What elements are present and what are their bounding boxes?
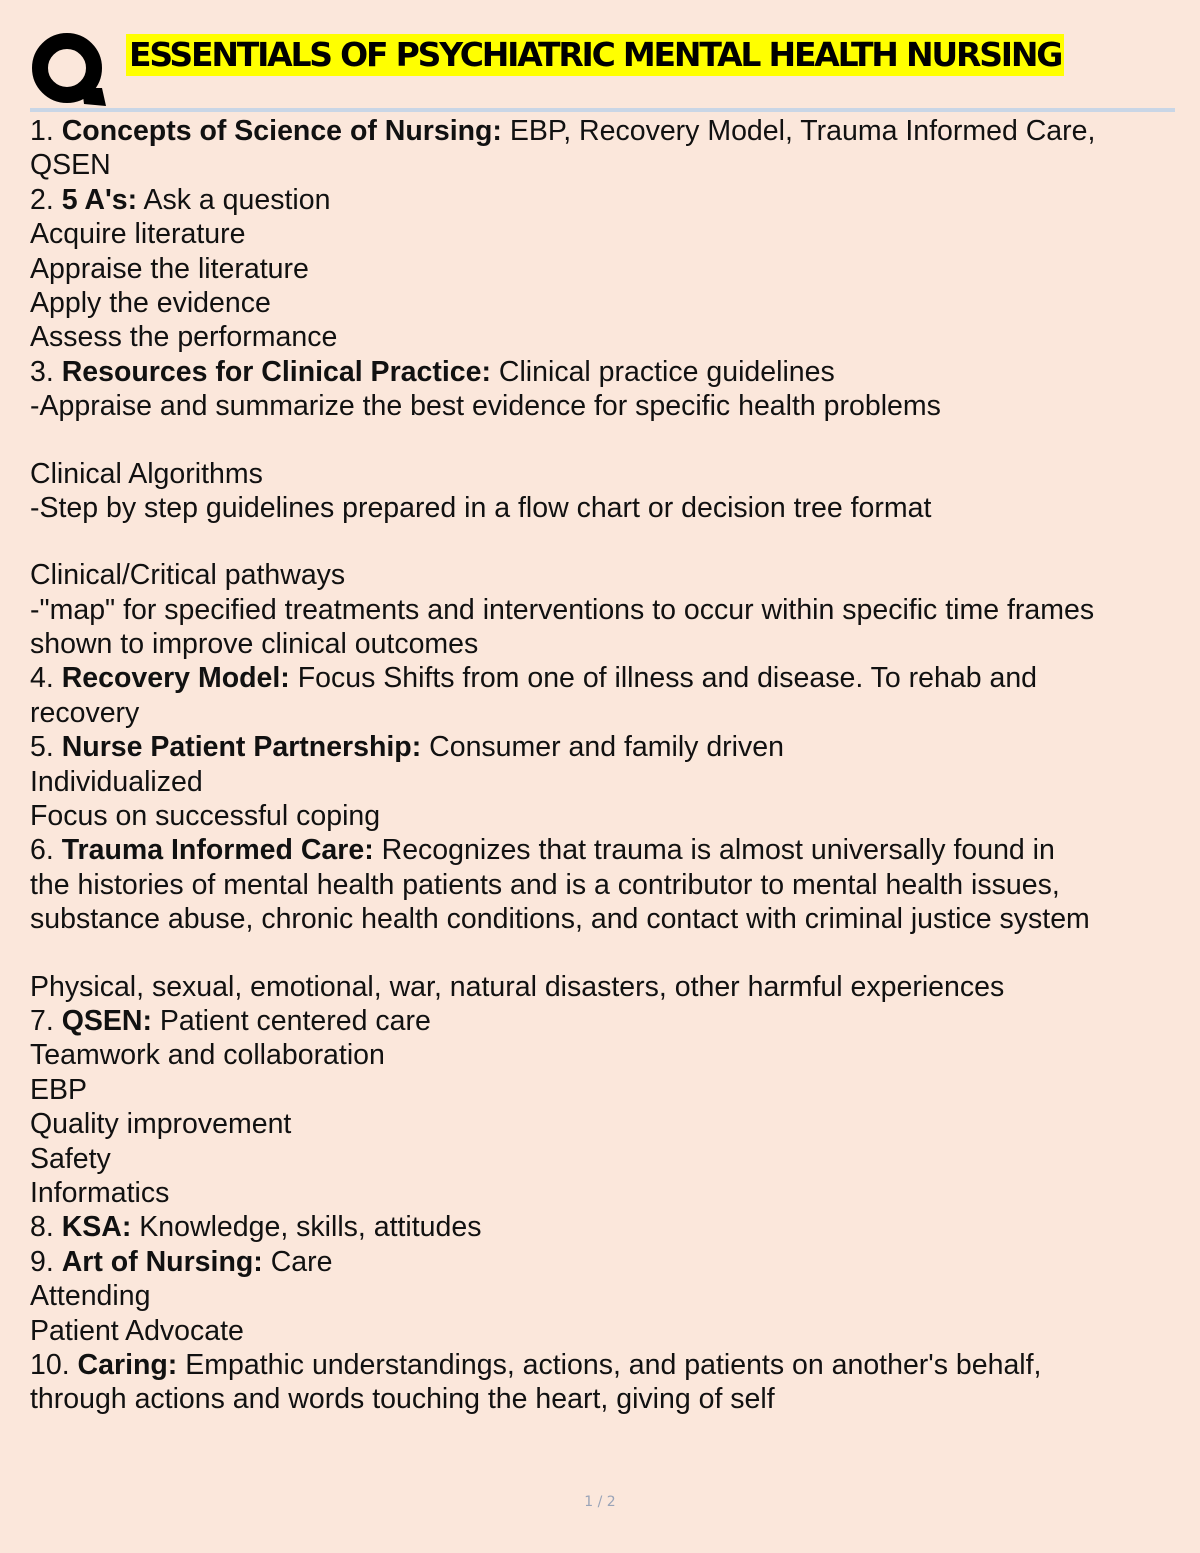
item-continuation: recovery bbox=[30, 696, 140, 729]
page-title: ESSENTIALS OF PSYCHIATRIC MENTAL HEALTH NURSING bbox=[126, 34, 1064, 76]
item-text: Patient centered care bbox=[159, 1004, 431, 1037]
item-continuation: -Step by step guidelines prepared in a flow chart or decision tree format bbox=[30, 491, 932, 524]
item-number: 8. bbox=[30, 1211, 54, 1244]
item-continuation: Assess the performance bbox=[30, 321, 338, 354]
blank-line bbox=[30, 937, 1180, 970]
item-continuation: Physical, sexual, emotional, war, natural disasters, other harmful experiences bbox=[30, 970, 1005, 1003]
list-item bbox=[30, 833, 1180, 867]
blank-line bbox=[30, 424, 1180, 457]
item-term: 5 A's: bbox=[61, 183, 138, 216]
list-item bbox=[30, 355, 1180, 389]
page-header bbox=[30, 28, 1175, 110]
item-continuation: Safety bbox=[30, 1142, 111, 1175]
item-continuation: Appraise the literature bbox=[30, 252, 309, 285]
item-text: Care bbox=[270, 1245, 333, 1278]
item-term: Nurse Patient Partnership: bbox=[61, 731, 422, 764]
item-number: 2. bbox=[30, 183, 54, 216]
list-item bbox=[30, 1348, 1180, 1382]
item-continuation: Attending bbox=[30, 1280, 151, 1313]
item-continuation: -"map" for specified treatments and interventions to occur within specific time frames bbox=[30, 593, 1095, 626]
item-continuation: Informatics bbox=[30, 1176, 170, 1209]
list-item bbox=[30, 730, 1180, 764]
item-text: EBP, Recovery Model, Trauma Informed Care, bbox=[509, 115, 1096, 147]
item-term: Recovery Model: bbox=[61, 662, 290, 695]
item-term: Art of Nursing: bbox=[61, 1245, 263, 1278]
item-continuation: EBP bbox=[30, 1073, 88, 1106]
item-continuation: QSEN bbox=[30, 149, 111, 182]
item-text: Ask a question bbox=[143, 183, 331, 216]
item-continuation: the histories of mental health patients and is a contributor to mental health issues, bbox=[30, 868, 1060, 901]
item-continuation: Clinical Algorithms bbox=[30, 457, 263, 490]
item-continuation: Focus on successful coping bbox=[30, 800, 381, 833]
item-continuation: Apply the evidence bbox=[30, 286, 271, 319]
item-number: 6. bbox=[30, 834, 54, 867]
item-term: Concepts of Science of Nursing: bbox=[61, 115, 502, 147]
item-term: Trauma Informed Care: bbox=[61, 834, 374, 867]
item-text: Recognizes that trauma is almost universally found in bbox=[381, 834, 1055, 867]
item-continuation: through actions and words touching the heart, giving of self bbox=[30, 1383, 775, 1416]
list-item bbox=[30, 183, 1180, 217]
item-number: 4. bbox=[30, 662, 54, 695]
item-number: 3. bbox=[30, 355, 54, 388]
item-text: Consumer and family driven bbox=[429, 731, 784, 764]
item-continuation: Quality improvement bbox=[30, 1108, 292, 1141]
item-continuation: shown to improve clinical outcomes bbox=[30, 628, 479, 661]
item-number: 5. bbox=[30, 731, 54, 764]
item-text: Clinical practice guidelines bbox=[498, 355, 835, 388]
q-logo-icon bbox=[30, 32, 110, 108]
item-term: Resources for Clinical Practice: bbox=[61, 355, 491, 388]
list-item bbox=[30, 1245, 1180, 1279]
list-item bbox=[30, 1004, 1180, 1038]
item-continuation: -Appraise and summarize the best evidence for specific health problems bbox=[30, 390, 941, 423]
item-continuation: substance abuse, chronic health conditions, and contact with criminal justice system bbox=[30, 903, 1090, 936]
header-divider bbox=[30, 108, 1175, 112]
page-number: 1 / 2 bbox=[584, 1494, 616, 1510]
list-item bbox=[30, 661, 1180, 695]
item-continuation: Individualized bbox=[30, 765, 203, 798]
item-number: 7. bbox=[30, 1004, 54, 1037]
item-term: Caring: bbox=[77, 1348, 178, 1381]
blank-line bbox=[30, 525, 1180, 558]
item-continuation: Clinical/Critical pathways bbox=[30, 559, 346, 592]
item-continuation: Teamwork and collaboration bbox=[30, 1039, 385, 1072]
item-continuation: Patient Advocate bbox=[30, 1314, 244, 1347]
notes-content bbox=[30, 114, 1180, 1417]
item-number: 1. bbox=[30, 115, 54, 147]
item-text: Empathic understandings, actions, and patients on another's behalf, bbox=[185, 1348, 1042, 1381]
item-text: Knowledge, skills, attitudes bbox=[139, 1211, 482, 1244]
list-item bbox=[30, 1210, 1180, 1244]
item-continuation: Acquire literature bbox=[30, 218, 246, 251]
item-term: QSEN: bbox=[61, 1004, 152, 1037]
item-number: 10. bbox=[30, 1348, 70, 1381]
item-term: KSA: bbox=[61, 1211, 132, 1244]
item-number: 9. bbox=[30, 1245, 54, 1278]
list-item bbox=[30, 114, 1180, 148]
item-text: Focus Shifts from one of illness and disease. To rehab and bbox=[297, 662, 1038, 695]
